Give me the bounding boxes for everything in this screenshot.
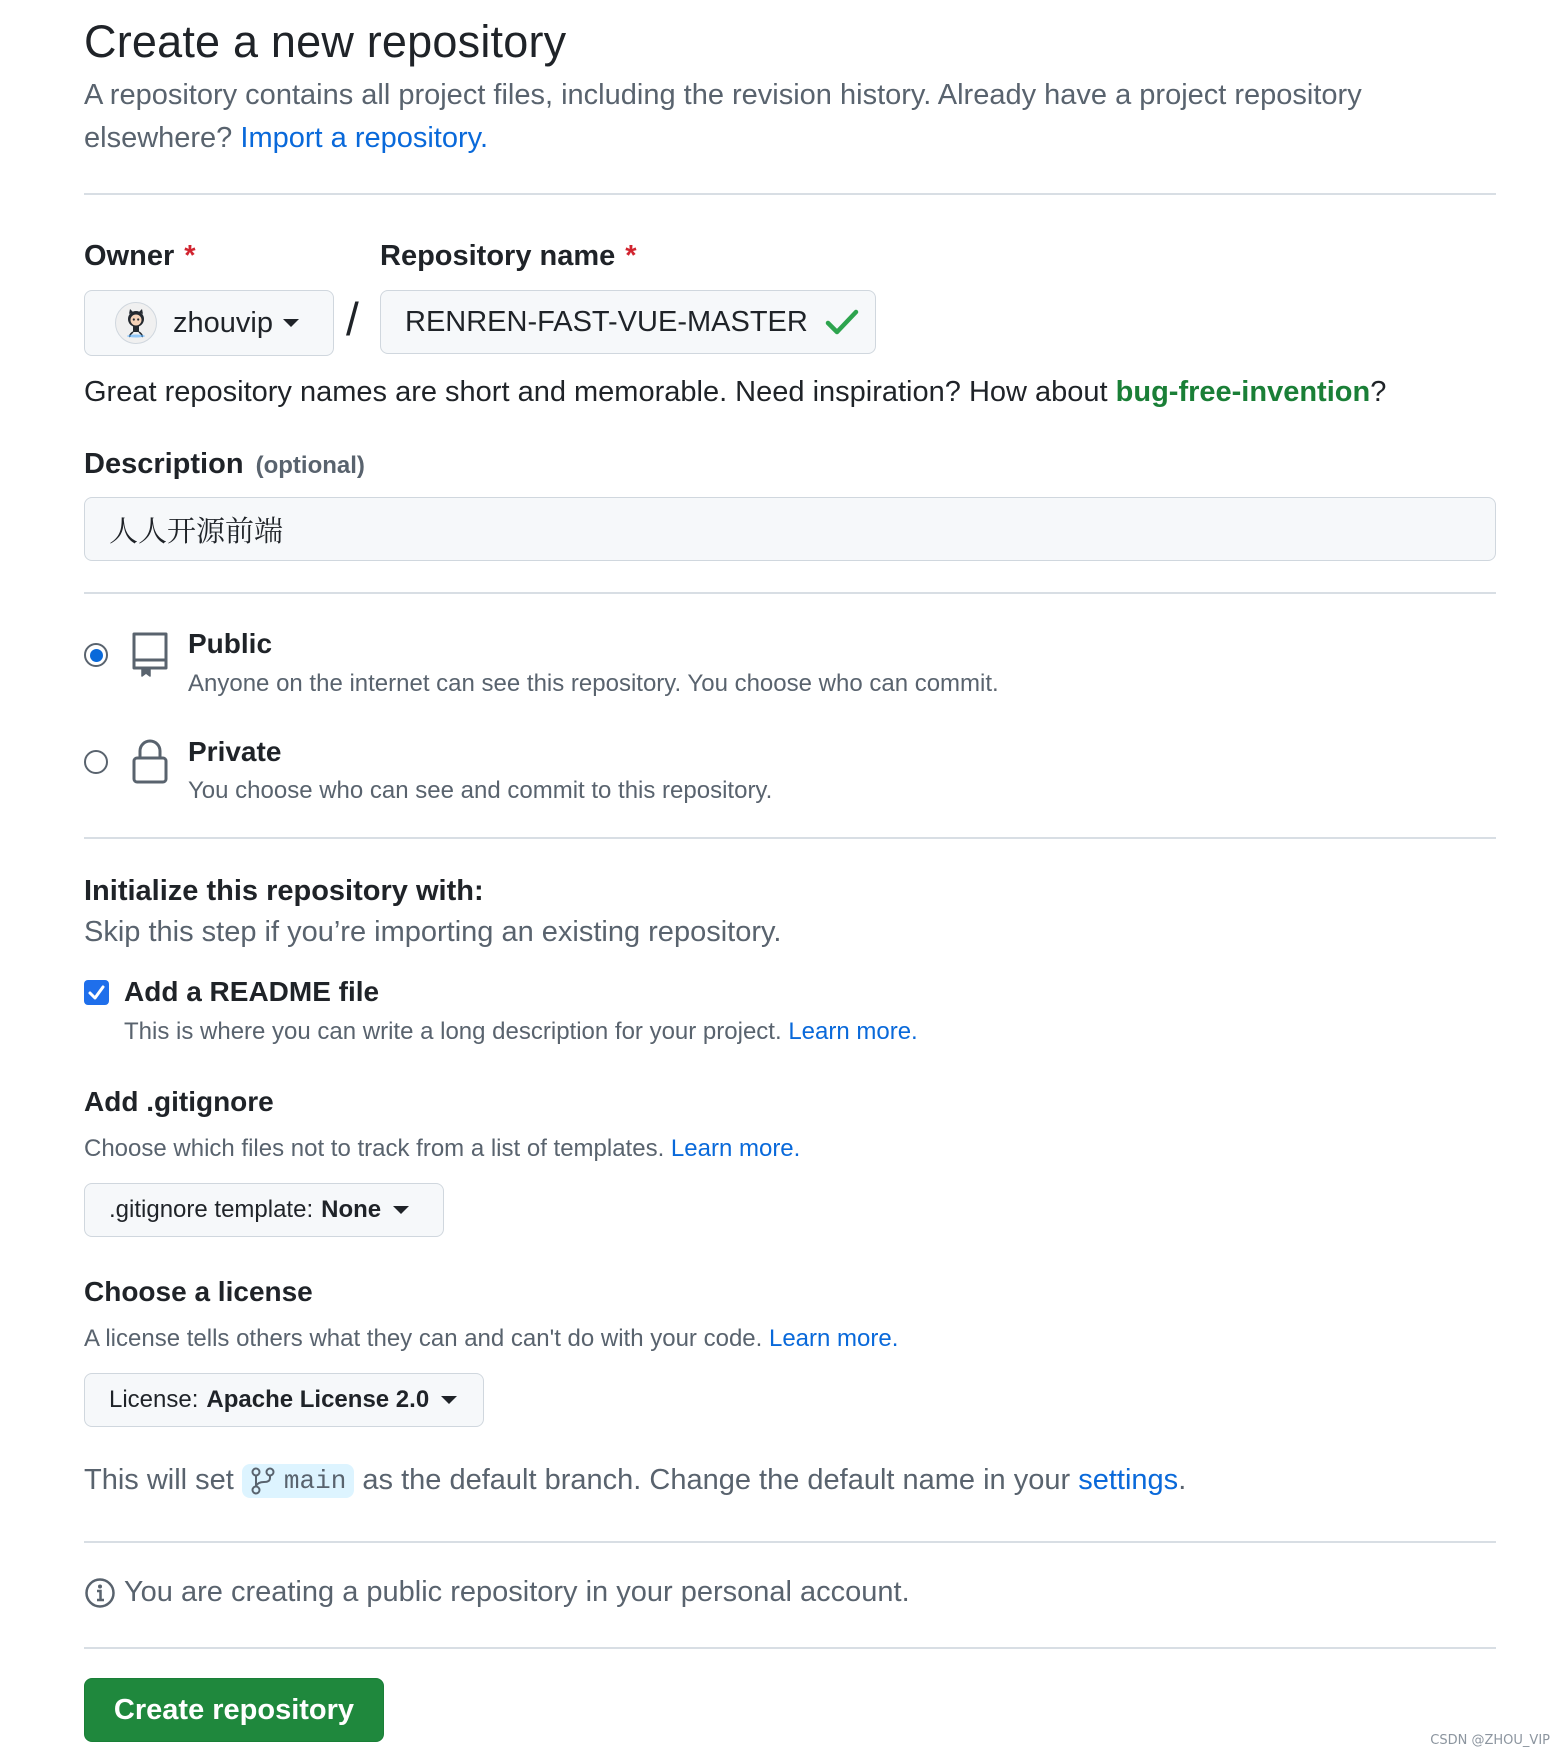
branch-suffix: as the default branch. Change the default name in your (362, 1464, 1071, 1496)
intro-text (84, 74, 1484, 160)
readme-learn-more-link[interactable]: Learn more. (788, 1018, 918, 1045)
info-icon (84, 1577, 116, 1609)
intro-description: A repository contains all project files, including the revision history. Already have a project repository elsewhere? (84, 79, 1362, 154)
description-input[interactable] (84, 497, 1496, 561)
owner-label (84, 240, 196, 273)
private-title: Private (188, 736, 282, 767)
description-label (84, 448, 365, 481)
repo-name-value: RENREN-FAST-VUE-MASTER (405, 305, 808, 338)
license-heading: Choose a license (84, 1276, 313, 1307)
readme-label[interactable]: Add a README file (124, 976, 380, 1007)
gitignore-select[interactable] (84, 1183, 444, 1237)
repo-name-required-mark: * (625, 240, 637, 272)
owner-dropdown[interactable] (84, 290, 334, 356)
gitignore-select-value: None (321, 1196, 382, 1223)
initialize-heading: Initialize this repository with: (84, 875, 484, 907)
public-title: Public (188, 628, 273, 659)
check-icon (825, 307, 859, 337)
gitignore-learn-more-link[interactable]: Learn more. (670, 1135, 801, 1162)
gitignore-select-prefix: .gitignore template: (109, 1196, 314, 1223)
branch-prefix: This will set (84, 1464, 234, 1496)
repo-name-hint (84, 376, 1386, 409)
license-description (84, 1325, 898, 1353)
public-radio[interactable] (84, 643, 108, 667)
repo-name-label-text: Repository name (380, 240, 616, 272)
gitignore-heading: Add .gitignore (84, 1086, 274, 1117)
public-description: Anyone on the internet can see this repository. You choose who can commit. (188, 670, 999, 697)
page-title: Create a new repository (84, 16, 567, 67)
divider (84, 1541, 1496, 1543)
create-repository-button[interactable]: Create repository (84, 1678, 384, 1742)
owner-avatar (115, 302, 157, 344)
divider (84, 592, 1496, 594)
description-optional: (optional) (255, 452, 365, 479)
chevron-down-icon (393, 1206, 409, 1214)
repo-name-hint-suffix: ? (1370, 376, 1387, 408)
readme-desc-text: This is where you can write a long description for your project. (124, 1018, 782, 1045)
visibility-notice (84, 1576, 910, 1609)
owner-name: zhouvip (173, 306, 273, 339)
divider (84, 837, 1496, 839)
lock-icon (128, 738, 172, 788)
divider (84, 1647, 1496, 1649)
chevron-down-icon (283, 319, 299, 327)
initialize-subheading: Skip this step if you’re importing an existing repository. (84, 916, 782, 948)
default-branch-note (84, 1464, 1186, 1498)
git-branch-icon (250, 1467, 276, 1495)
gitignore-desc-text: Choose which files not to track from a list of templates. (84, 1135, 665, 1162)
gitignore-description (84, 1135, 800, 1163)
license-select[interactable] (84, 1373, 484, 1427)
private-description: You choose who can see and commit to this repository. (188, 777, 773, 804)
divider (84, 193, 1496, 195)
settings-link[interactable]: settings (1078, 1464, 1179, 1496)
repo-icon (128, 630, 172, 680)
readme-description (124, 1018, 918, 1046)
branch-end: . (1178, 1464, 1187, 1496)
branch-name-badge (242, 1464, 354, 1498)
description-label-text: Description (84, 448, 244, 480)
import-repository-link[interactable]: Import a repository. (240, 122, 489, 154)
license-select-value: Apache License 2.0 (206, 1386, 430, 1413)
license-select-prefix: License: (109, 1386, 199, 1413)
readme-checkbox[interactable] (84, 980, 109, 1005)
owner-repo-separator: / (346, 293, 359, 345)
owner-label-text: Owner (84, 240, 175, 272)
description-value: 人人开源前端 (109, 513, 284, 548)
owner-required-mark: * (184, 240, 196, 272)
private-radio[interactable] (84, 750, 108, 774)
repo-name-hint-text: Great repository names are short and memorable. Need inspiration? How about (84, 376, 1116, 408)
branch-name: main (283, 1466, 347, 1497)
repo-name-suggestion[interactable]: bug-free-invention (1115, 376, 1371, 408)
octocat-icon (121, 308, 151, 338)
repo-name-label (380, 240, 637, 273)
repo-name-input[interactable] (380, 290, 876, 354)
license-learn-more-link[interactable]: Learn more. (768, 1325, 899, 1352)
notice-text: You are creating a public repository in your personal account. (124, 1576, 910, 1608)
chevron-down-icon (441, 1396, 457, 1404)
license-desc-text: A license tells others what they can and can't do with your code. (84, 1325, 763, 1352)
checkmark-icon (87, 983, 106, 1002)
watermark: CSDN @ZHOU_VIP (1430, 1733, 1550, 1748)
